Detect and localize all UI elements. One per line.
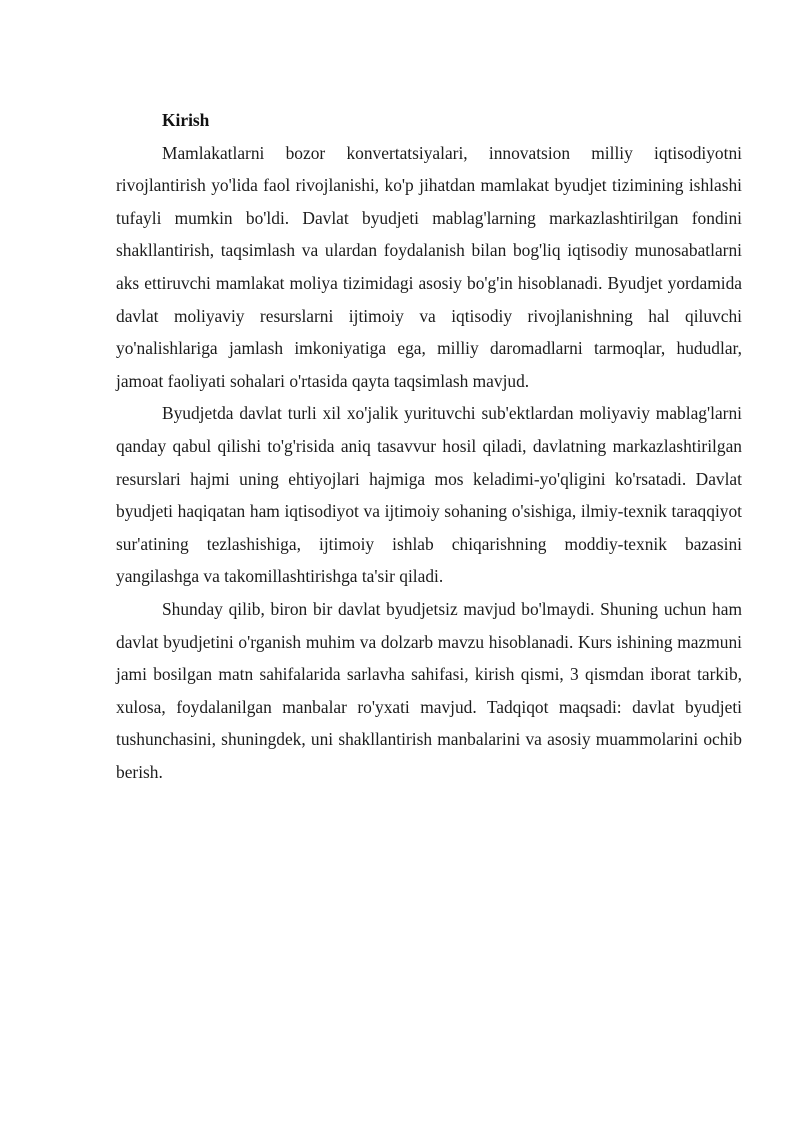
paragraph-1: Mamlakatlarni bozor konvertatsiyalari, innovatsion milliy iqtisodiyotni rivojlantirish yo'lida faol rivojlanishi, ko'p jihatdan mamlakat byudjet tizimining ishlashi tufayli mumkin bo'ldi. Davlat byudjeti mablag'larning markazlashtirilgan fondini shakllantirish, taqsimlash va ulardan foydalanish bilan bog'liq iqtisodiy munosabatlarni aks ettiruvchi mamlakat moliya tizimidagi asosiy bo'g'in hisoblanadi. Byudjet yordamida davlat moliyaviy resurslarni ijtimoiy va iqtisodiy rivojlanishning hal qiluvchi yo'nalishlariga jamlash imkoniyatiga ega, milliy daromadlarni tarmoqlar, hududlar, jamoat faoliyati sohalari o'rtasida qayta taqsimlash mavjud. [116, 142, 742, 391]
section-heading: Kirish [162, 110, 210, 130]
paragraph-2: Byudjetda davlat turli xil xo'jalik yurituvchi sub'ektlardan moliyaviy mablag'larni qanday qabul qilishi to'g'risida aniq tasavvur hosil qiladi, davlatning markazlashtirilgan resurslari hajmi uning ehtiyojlari hajmiga mos keladimi-yo'qligini ko'rsatadi. Davlat byudjeti haqiqatan ham iqtisodiyot va ijtimoiy sohaning o'sishiga, ilmiy-texnik taraqqiyot sur'atining tezlashishiga, ijtimoiy ishlab chiqarishning moddiy-texnik bazasini yangilashga va takomillashtirishga ta'sir qiladi. [116, 403, 742, 587]
document-body [116, 104, 742, 788]
paragraph-3: Shunday qilib, biron bir davlat byudjetsiz mavjud bo'lmaydi. Shuning uchun ham davlat byudjetini o'rganish muhim va dolzarb mavzu hisoblanadi. Kurs ishining mazmuni jami bosilgan matn sahifalarida sarlavha sahifasi, kirish qismi, 3 qismdan iborat tarkib, xulosa, foydalanilgan manbalar ro'yxati mavjud. Tadqiqot maqsadi: davlat byudjeti tushunchasini, shuningdek, uni shakllantirish manbalarini va asosiy muammolarini ochib berish. [116, 598, 742, 782]
